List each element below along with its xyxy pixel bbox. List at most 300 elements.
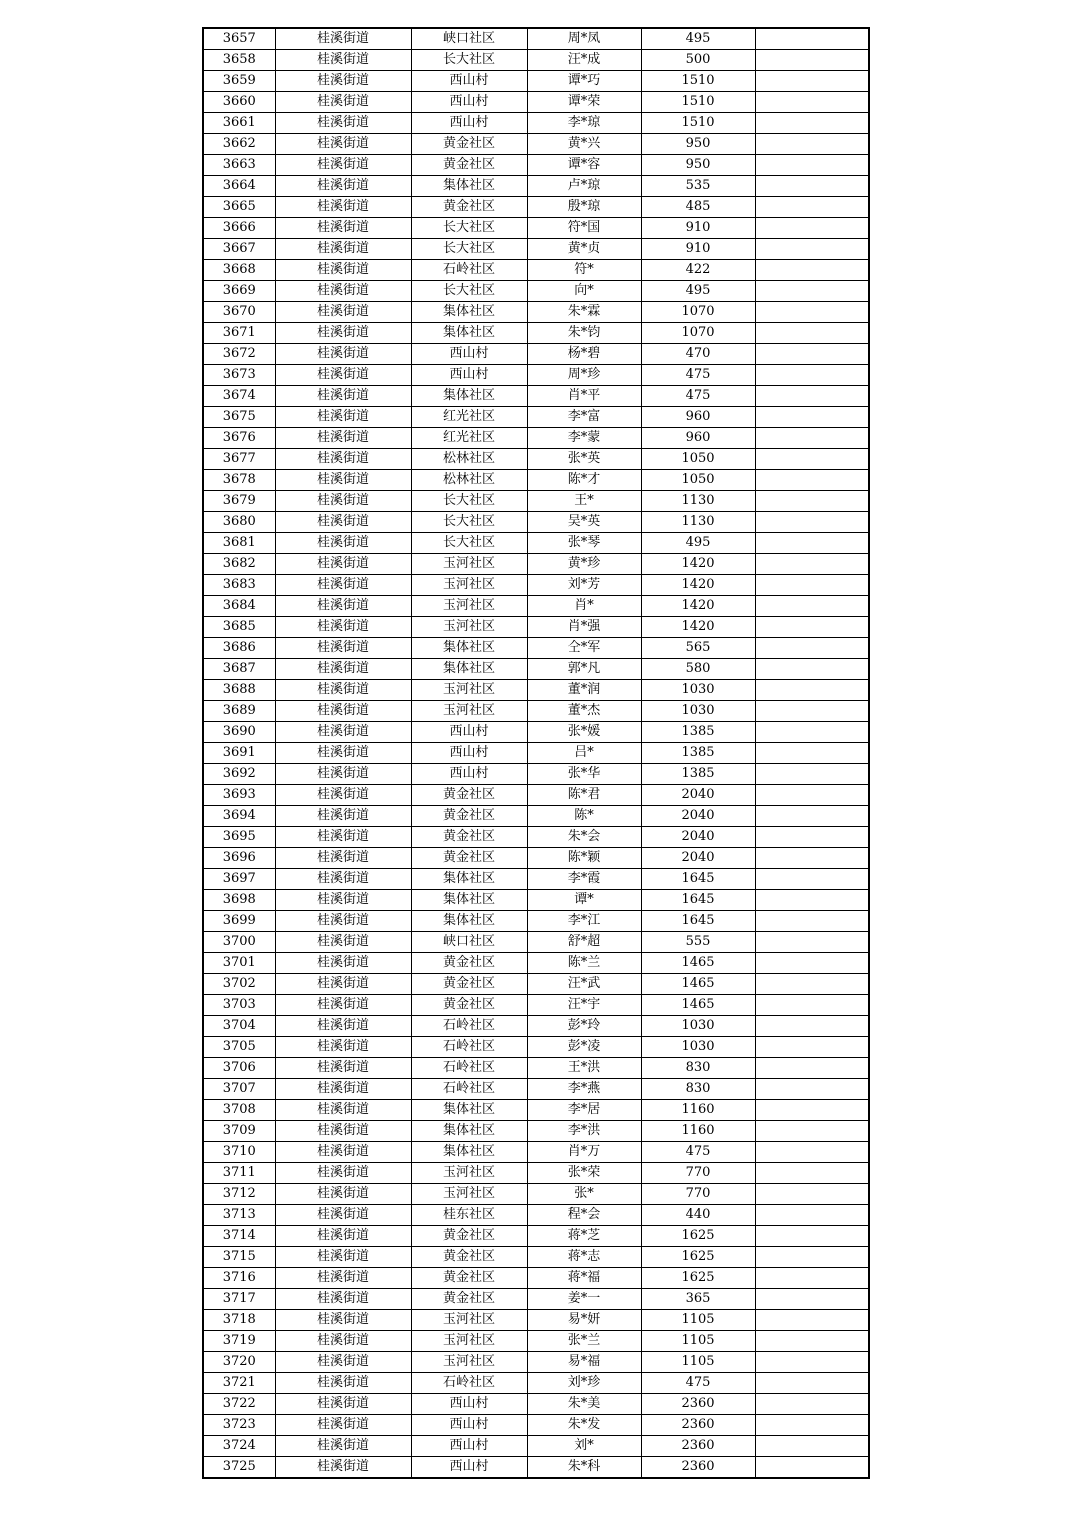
table-row xyxy=(203,71,869,92)
name-cell: 李*江 xyxy=(527,911,641,932)
note-cell xyxy=(755,1079,869,1100)
row-number-cell: 3703 xyxy=(203,995,275,1016)
name-cell: 李*蒙 xyxy=(527,428,641,449)
row-number-cell: 3705 xyxy=(203,1037,275,1058)
amount-cell: 1160 xyxy=(641,1121,755,1142)
row-number-cell: 3677 xyxy=(203,449,275,470)
row-number-cell: 3665 xyxy=(203,197,275,218)
name-cell: 谭*荣 xyxy=(527,92,641,113)
table-row xyxy=(203,1079,869,1100)
community-cell: 黄金社区 xyxy=(411,1247,527,1268)
community-cell: 西山村 xyxy=(411,722,527,743)
note-cell xyxy=(755,1457,869,1479)
community-cell: 长大社区 xyxy=(411,491,527,512)
row-number-cell: 3709 xyxy=(203,1121,275,1142)
amount-cell: 1645 xyxy=(641,869,755,890)
row-number-cell: 3686 xyxy=(203,638,275,659)
row-number-cell: 3712 xyxy=(203,1184,275,1205)
table-row xyxy=(203,239,869,260)
note-cell xyxy=(755,785,869,806)
row-number-cell: 3668 xyxy=(203,260,275,281)
street-cell: 桂溪街道 xyxy=(275,617,411,638)
amount-cell: 1105 xyxy=(641,1310,755,1331)
row-number-cell: 3723 xyxy=(203,1415,275,1436)
table-row xyxy=(203,1373,869,1394)
table-row xyxy=(203,260,869,281)
row-number-cell: 3674 xyxy=(203,386,275,407)
community-cell: 桂东社区 xyxy=(411,1205,527,1226)
name-cell: 吕* xyxy=(527,743,641,764)
note-cell xyxy=(755,995,869,1016)
note-cell xyxy=(755,701,869,722)
name-cell: 陈*兰 xyxy=(527,953,641,974)
table-row xyxy=(203,386,869,407)
name-cell: 程*会 xyxy=(527,1205,641,1226)
name-cell: 符* xyxy=(527,260,641,281)
note-cell xyxy=(755,596,869,617)
name-cell: 符*国 xyxy=(527,218,641,239)
table-row xyxy=(203,113,869,134)
street-cell: 桂溪街道 xyxy=(275,71,411,92)
table-row xyxy=(203,1247,869,1268)
note-cell xyxy=(755,260,869,281)
street-cell: 桂溪街道 xyxy=(275,1205,411,1226)
row-number-cell: 3676 xyxy=(203,428,275,449)
table-row xyxy=(203,176,869,197)
note-cell xyxy=(755,302,869,323)
note-cell xyxy=(755,1373,869,1394)
name-cell: 彭*玲 xyxy=(527,1016,641,1037)
name-cell: 董*润 xyxy=(527,680,641,701)
table-row xyxy=(203,428,869,449)
community-cell: 集体社区 xyxy=(411,869,527,890)
community-cell: 玉河社区 xyxy=(411,680,527,701)
note-cell xyxy=(755,218,869,239)
name-cell: 黄*珍 xyxy=(527,554,641,575)
amount-cell: 2360 xyxy=(641,1415,755,1436)
amount-cell: 475 xyxy=(641,1373,755,1394)
name-cell: 张* xyxy=(527,1184,641,1205)
note-cell xyxy=(755,1226,869,1247)
row-number-cell: 3722 xyxy=(203,1394,275,1415)
street-cell: 桂溪街道 xyxy=(275,680,411,701)
row-number-cell: 3680 xyxy=(203,512,275,533)
row-number-cell: 3725 xyxy=(203,1457,275,1479)
note-cell xyxy=(755,680,869,701)
amount-cell: 1160 xyxy=(641,1100,755,1121)
row-number-cell: 3700 xyxy=(203,932,275,953)
row-number-cell: 3666 xyxy=(203,218,275,239)
row-number-cell: 3698 xyxy=(203,890,275,911)
table-row xyxy=(203,638,869,659)
name-cell: 谭*容 xyxy=(527,155,641,176)
community-cell: 集体社区 xyxy=(411,1100,527,1121)
note-cell xyxy=(755,176,869,197)
name-cell: 向* xyxy=(527,281,641,302)
street-cell: 桂溪街道 xyxy=(275,890,411,911)
row-number-cell: 3704 xyxy=(203,1016,275,1037)
community-cell: 集体社区 xyxy=(411,302,527,323)
name-cell: 肖*强 xyxy=(527,617,641,638)
note-cell xyxy=(755,1037,869,1058)
table-row xyxy=(203,470,869,491)
amount-cell: 475 xyxy=(641,1142,755,1163)
street-cell: 桂溪街道 xyxy=(275,722,411,743)
table-row xyxy=(203,1121,869,1142)
note-cell xyxy=(755,512,869,533)
community-cell: 石岭社区 xyxy=(411,1016,527,1037)
amount-cell: 910 xyxy=(641,218,755,239)
note-cell xyxy=(755,1331,869,1352)
amount-cell: 1130 xyxy=(641,512,755,533)
document-page xyxy=(202,27,870,1479)
community-cell: 集体社区 xyxy=(411,1142,527,1163)
street-cell: 桂溪街道 xyxy=(275,869,411,890)
street-cell: 桂溪街道 xyxy=(275,1226,411,1247)
street-cell: 桂溪街道 xyxy=(275,638,411,659)
note-cell xyxy=(755,491,869,512)
table-row xyxy=(203,575,869,596)
street-cell: 桂溪街道 xyxy=(275,239,411,260)
table-row xyxy=(203,1310,869,1331)
street-cell: 桂溪街道 xyxy=(275,1415,411,1436)
row-number-cell: 3673 xyxy=(203,365,275,386)
row-number-cell: 3699 xyxy=(203,911,275,932)
community-cell: 长大社区 xyxy=(411,281,527,302)
community-cell: 西山村 xyxy=(411,764,527,785)
name-cell: 汪*宇 xyxy=(527,995,641,1016)
note-cell xyxy=(755,281,869,302)
row-number-cell: 3701 xyxy=(203,953,275,974)
amount-cell: 1510 xyxy=(641,113,755,134)
note-cell xyxy=(755,575,869,596)
street-cell: 桂溪街道 xyxy=(275,365,411,386)
row-number-cell: 3685 xyxy=(203,617,275,638)
table-row xyxy=(203,953,869,974)
note-cell xyxy=(755,533,869,554)
name-cell: 李*霞 xyxy=(527,869,641,890)
row-number-cell: 3690 xyxy=(203,722,275,743)
amount-cell: 2040 xyxy=(641,848,755,869)
name-cell: 朱*发 xyxy=(527,1415,641,1436)
table-row xyxy=(203,911,869,932)
note-cell xyxy=(755,911,869,932)
name-cell: 李*燕 xyxy=(527,1079,641,1100)
amount-cell: 1420 xyxy=(641,596,755,617)
street-cell: 桂溪街道 xyxy=(275,596,411,617)
note-cell xyxy=(755,344,869,365)
amount-cell: 475 xyxy=(641,365,755,386)
row-number-cell: 3660 xyxy=(203,92,275,113)
amount-cell: 1465 xyxy=(641,953,755,974)
name-cell: 王* xyxy=(527,491,641,512)
street-cell: 桂溪街道 xyxy=(275,176,411,197)
street-cell: 桂溪街道 xyxy=(275,1184,411,1205)
street-cell: 桂溪街道 xyxy=(275,575,411,596)
community-cell: 黄金社区 xyxy=(411,995,527,1016)
table-row xyxy=(203,995,869,1016)
street-cell: 桂溪街道 xyxy=(275,1142,411,1163)
table-row xyxy=(203,1415,869,1436)
table-row xyxy=(203,1205,869,1226)
street-cell: 桂溪街道 xyxy=(275,932,411,953)
name-cell: 张*荣 xyxy=(527,1163,641,1184)
row-number-cell: 3706 xyxy=(203,1058,275,1079)
note-cell xyxy=(755,1268,869,1289)
table-row xyxy=(203,932,869,953)
note-cell xyxy=(755,659,869,680)
table-row xyxy=(203,1100,869,1121)
street-cell: 桂溪街道 xyxy=(275,743,411,764)
street-cell: 桂溪街道 xyxy=(275,554,411,575)
note-cell xyxy=(755,1142,869,1163)
row-number-cell: 3693 xyxy=(203,785,275,806)
row-number-cell: 3672 xyxy=(203,344,275,365)
street-cell: 桂溪街道 xyxy=(275,386,411,407)
street-cell: 桂溪街道 xyxy=(275,1331,411,1352)
row-number-cell: 3694 xyxy=(203,806,275,827)
name-cell: 黄*兴 xyxy=(527,134,641,155)
note-cell xyxy=(755,428,869,449)
table-row xyxy=(203,764,869,785)
street-cell: 桂溪街道 xyxy=(275,1037,411,1058)
community-cell: 玉河社区 xyxy=(411,1310,527,1331)
table-row xyxy=(203,155,869,176)
note-cell xyxy=(755,1394,869,1415)
name-cell: 王*洪 xyxy=(527,1058,641,1079)
note-cell xyxy=(755,1205,869,1226)
amount-cell: 470 xyxy=(641,344,755,365)
amount-cell: 1510 xyxy=(641,92,755,113)
note-cell xyxy=(755,365,869,386)
street-cell: 桂溪街道 xyxy=(275,806,411,827)
amount-cell: 1105 xyxy=(641,1331,755,1352)
community-cell: 玉河社区 xyxy=(411,701,527,722)
amount-cell: 2360 xyxy=(641,1436,755,1457)
table-row xyxy=(203,1352,869,1373)
row-number-cell: 3664 xyxy=(203,176,275,197)
name-cell: 姜*一 xyxy=(527,1289,641,1310)
community-cell: 集体社区 xyxy=(411,659,527,680)
name-cell: 易*妍 xyxy=(527,1310,641,1331)
amount-cell: 1030 xyxy=(641,680,755,701)
table-row xyxy=(203,701,869,722)
street-cell: 桂溪街道 xyxy=(275,260,411,281)
name-cell: 李*居 xyxy=(527,1100,641,1121)
table-row xyxy=(203,197,869,218)
table-row xyxy=(203,1436,869,1457)
note-cell xyxy=(755,1016,869,1037)
name-cell: 吴*英 xyxy=(527,512,641,533)
street-cell: 桂溪街道 xyxy=(275,428,411,449)
community-cell: 玉河社区 xyxy=(411,1184,527,1205)
row-number-cell: 3667 xyxy=(203,239,275,260)
row-number-cell: 3678 xyxy=(203,470,275,491)
amount-cell: 365 xyxy=(641,1289,755,1310)
amount-cell: 1420 xyxy=(641,575,755,596)
amount-cell: 1625 xyxy=(641,1247,755,1268)
name-cell: 汪*成 xyxy=(527,50,641,71)
community-cell: 玉河社区 xyxy=(411,554,527,575)
name-cell: 张*华 xyxy=(527,764,641,785)
row-number-cell: 3682 xyxy=(203,554,275,575)
community-cell: 玉河社区 xyxy=(411,1163,527,1184)
street-cell: 桂溪街道 xyxy=(275,533,411,554)
street-cell: 桂溪街道 xyxy=(275,1016,411,1037)
community-cell: 西山村 xyxy=(411,1394,527,1415)
amount-cell: 1130 xyxy=(641,491,755,512)
row-number-cell: 3718 xyxy=(203,1310,275,1331)
table-row xyxy=(203,28,869,50)
table-row xyxy=(203,869,869,890)
street-cell: 桂溪街道 xyxy=(275,827,411,848)
street-cell: 桂溪街道 xyxy=(275,344,411,365)
amount-cell: 1070 xyxy=(641,302,755,323)
community-cell: 长大社区 xyxy=(411,533,527,554)
row-number-cell: 3710 xyxy=(203,1142,275,1163)
street-cell: 桂溪街道 xyxy=(275,218,411,239)
amount-cell: 950 xyxy=(641,134,755,155)
community-cell: 黄金社区 xyxy=(411,1289,527,1310)
note-cell xyxy=(755,617,869,638)
community-cell: 黄金社区 xyxy=(411,827,527,848)
community-cell: 黄金社区 xyxy=(411,134,527,155)
row-number-cell: 3717 xyxy=(203,1289,275,1310)
community-cell: 西山村 xyxy=(411,1457,527,1479)
amount-cell: 495 xyxy=(641,281,755,302)
table-row xyxy=(203,722,869,743)
amount-cell: 1030 xyxy=(641,701,755,722)
name-cell: 肖* xyxy=(527,596,641,617)
street-cell: 桂溪街道 xyxy=(275,911,411,932)
note-cell xyxy=(755,449,869,470)
note-cell xyxy=(755,890,869,911)
name-cell: 张*琴 xyxy=(527,533,641,554)
table-row xyxy=(203,974,869,995)
community-cell: 玉河社区 xyxy=(411,617,527,638)
street-cell: 桂溪街道 xyxy=(275,995,411,1016)
row-number-cell: 3711 xyxy=(203,1163,275,1184)
table-row xyxy=(203,1226,869,1247)
row-number-cell: 3671 xyxy=(203,323,275,344)
community-cell: 西山村 xyxy=(411,1436,527,1457)
note-cell xyxy=(755,1163,869,1184)
amount-cell: 1385 xyxy=(641,764,755,785)
row-number-cell: 3697 xyxy=(203,869,275,890)
note-cell xyxy=(755,71,869,92)
row-number-cell: 3684 xyxy=(203,596,275,617)
note-cell xyxy=(755,722,869,743)
table-row xyxy=(203,491,869,512)
note-cell xyxy=(755,827,869,848)
note-cell xyxy=(755,92,869,113)
row-number-cell: 3724 xyxy=(203,1436,275,1457)
name-cell: 易*福 xyxy=(527,1352,641,1373)
community-cell: 石岭社区 xyxy=(411,1058,527,1079)
name-cell: 朱*钧 xyxy=(527,323,641,344)
table-row xyxy=(203,1184,869,1205)
note-cell xyxy=(755,239,869,260)
amount-cell: 1465 xyxy=(641,974,755,995)
table-row xyxy=(203,890,869,911)
community-cell: 黄金社区 xyxy=(411,1268,527,1289)
community-cell: 长大社区 xyxy=(411,50,527,71)
note-cell xyxy=(755,1352,869,1373)
street-cell: 桂溪街道 xyxy=(275,113,411,134)
name-cell: 肖*万 xyxy=(527,1142,641,1163)
name-cell: 陈*才 xyxy=(527,470,641,491)
name-cell: 谭* xyxy=(527,890,641,911)
note-cell xyxy=(755,155,869,176)
street-cell: 桂溪街道 xyxy=(275,1247,411,1268)
note-cell xyxy=(755,1121,869,1142)
community-cell: 西山村 xyxy=(411,71,527,92)
amount-cell: 2360 xyxy=(641,1457,755,1479)
street-cell: 桂溪街道 xyxy=(275,953,411,974)
table-row xyxy=(203,344,869,365)
note-cell xyxy=(755,869,869,890)
note-cell xyxy=(755,407,869,428)
amount-cell: 1385 xyxy=(641,722,755,743)
note-cell xyxy=(755,197,869,218)
name-cell: 殷*琼 xyxy=(527,197,641,218)
row-number-cell: 3719 xyxy=(203,1331,275,1352)
amount-cell: 1465 xyxy=(641,995,755,1016)
note-cell xyxy=(755,953,869,974)
community-cell: 峡口社区 xyxy=(411,932,527,953)
table-row xyxy=(203,134,869,155)
community-cell: 黄金社区 xyxy=(411,197,527,218)
community-cell: 玉河社区 xyxy=(411,596,527,617)
table-row xyxy=(203,407,869,428)
note-cell xyxy=(755,932,869,953)
table-row xyxy=(203,1058,869,1079)
street-cell: 桂溪街道 xyxy=(275,491,411,512)
name-cell: 周*凤 xyxy=(527,28,641,50)
amount-cell: 1420 xyxy=(641,554,755,575)
table-row xyxy=(203,1289,869,1310)
amount-cell: 440 xyxy=(641,1205,755,1226)
community-cell: 西山村 xyxy=(411,113,527,134)
table-row xyxy=(203,1394,869,1415)
name-cell: 谭*巧 xyxy=(527,71,641,92)
table-row xyxy=(203,659,869,680)
amount-cell: 950 xyxy=(641,155,755,176)
amount-cell: 495 xyxy=(641,28,755,50)
amount-cell: 535 xyxy=(641,176,755,197)
table-row xyxy=(203,1268,869,1289)
community-cell: 松林社区 xyxy=(411,470,527,491)
note-cell xyxy=(755,1289,869,1310)
community-cell: 西山村 xyxy=(411,1415,527,1436)
amount-cell: 1625 xyxy=(641,1226,755,1247)
amount-cell: 1030 xyxy=(641,1016,755,1037)
table-body xyxy=(203,28,869,1478)
note-cell xyxy=(755,1184,869,1205)
name-cell: 郭*凡 xyxy=(527,659,641,680)
community-cell: 石岭社区 xyxy=(411,1373,527,1394)
row-number-cell: 3696 xyxy=(203,848,275,869)
table-row xyxy=(203,1457,869,1479)
community-cell: 玉河社区 xyxy=(411,575,527,596)
community-cell: 黄金社区 xyxy=(411,953,527,974)
community-cell: 黄金社区 xyxy=(411,155,527,176)
note-cell xyxy=(755,554,869,575)
note-cell xyxy=(755,386,869,407)
row-number-cell: 3692 xyxy=(203,764,275,785)
community-cell: 西山村 xyxy=(411,92,527,113)
table-row xyxy=(203,365,869,386)
